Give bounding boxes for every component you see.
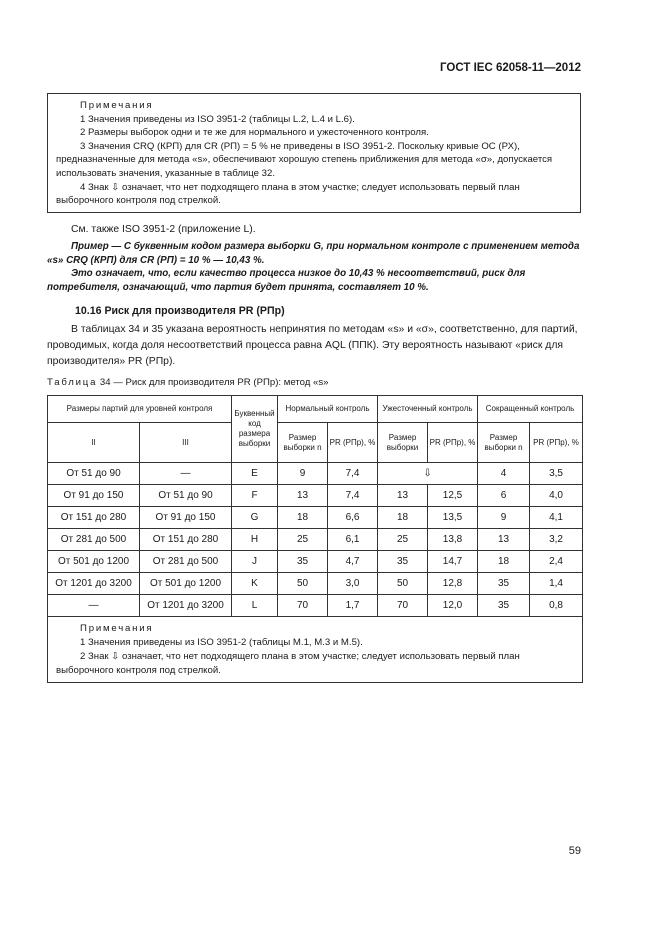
table-cell: 6: [478, 485, 530, 507]
table-cell: E: [232, 463, 278, 485]
header-sample-size-tightened: Размер выборки: [378, 423, 428, 463]
table-cell: 13: [278, 485, 328, 507]
page-number: 59: [568, 845, 581, 857]
table-cell: 13,8: [428, 529, 478, 551]
table-cell: От 91 до 150: [140, 507, 232, 529]
table-cell: 35: [478, 595, 530, 617]
table-cell: 12,8: [428, 573, 478, 595]
table-cell: 25: [378, 529, 428, 551]
table-caption: [47, 377, 329, 388]
table-note-item: 2 Знак ⇩ означает, что нет подходящего плана в этом участке; следует использовать первый план выборочного контроля под стрелкой.: [56, 651, 520, 676]
table-cell: 1,7: [328, 595, 378, 617]
notes-box: [47, 93, 581, 213]
table-cell: 6,1: [328, 529, 378, 551]
table-cell: От 281 до 500: [140, 551, 232, 573]
header-normal-control: Нормальный контроль: [278, 396, 378, 423]
header-pr-reduced: PR (РПр), %: [530, 423, 583, 463]
table-cell: 4,7: [328, 551, 378, 573]
table-cell: 7,4: [328, 485, 378, 507]
see-also-block: [47, 222, 581, 238]
table-cell: 12,0: [428, 595, 478, 617]
header-reduced-control: Сокращенный контроль: [478, 396, 583, 423]
table-cell: H: [232, 529, 278, 551]
header-level-3: III: [140, 423, 232, 463]
example-line-1: Пример — С буквенным кодом размера выборки G, при нормальном контроле с применением метода «s» CRQ (КРП) для CR (РП) = 10 % — 10,43 %.: [47, 241, 580, 266]
table-cell: От 1201 до 3200: [48, 573, 140, 595]
note-item: 4 Знак ⇩ означает, что нет подходящего плана в этом участке; следует использовать первый план выборочного контроля под стрелкой.: [56, 181, 520, 207]
table-cell: 3,0: [328, 573, 378, 595]
table-cell: От 501 до 1200: [140, 573, 232, 595]
table-row: [48, 463, 583, 485]
table-cell: L: [232, 595, 278, 617]
document-header: ГОСТ IEC 62058-11—2012: [440, 62, 581, 74]
table-cell: 25: [278, 529, 328, 551]
table-cell: 2,4: [530, 551, 583, 573]
table-cell: 6,6: [328, 507, 378, 529]
see-also-text: См. также ISO 3951-2 (приложение L).: [71, 224, 256, 235]
table-row: [48, 551, 583, 573]
table-cell: 3,5: [530, 463, 583, 485]
table-row: [48, 529, 583, 551]
note-item: 2 Размеры выборок одни и те же для нормального и ужесточенного контроля.: [80, 127, 429, 139]
table-cell: —: [140, 463, 232, 485]
table-cell: 14,7: [428, 551, 478, 573]
header-sample-size-reduced: Размер выборки n: [478, 423, 530, 463]
table-cell: 35: [378, 551, 428, 573]
table-cell: 50: [378, 573, 428, 595]
table-cell: K: [232, 573, 278, 595]
table-cell: От 151 до 280: [140, 529, 232, 551]
header-pr-tightened: PR (РПр), %: [428, 423, 478, 463]
header-pr-normal: PR (РПр), %: [328, 423, 378, 463]
arrow-down-icon: ⇩: [378, 463, 478, 485]
notes-heading: Примечания: [80, 100, 154, 111]
table-cell: —: [48, 595, 140, 617]
table-cell: 18: [478, 551, 530, 573]
table-notes-heading: Примечания: [80, 623, 154, 634]
table-cell: От 501 до 1200: [48, 551, 140, 573]
table-cell: 13: [478, 529, 530, 551]
table-row: [48, 595, 583, 617]
table-row: [48, 507, 583, 529]
example-line-2: Это означает, что, если качество процесса низкое до 10,43 % несоответствий, риск для потребителя, означающий, что партия будет принята, составляет 10 %.: [47, 268, 526, 293]
table-cell: 4: [478, 463, 530, 485]
note-item: 1 Значения приведены из ISO 3951-2 (таблицы L.2, L.4 и L.6).: [80, 113, 355, 125]
table-cell: 18: [378, 507, 428, 529]
table-cell: 9: [278, 463, 328, 485]
table-cell: 4,1: [530, 507, 583, 529]
table-cell: 50: [278, 573, 328, 595]
note-item: 3 Значения CRQ (КРП) для CR (РП) = 5 % не приведены в ISO 3951-2. Поскольку кривые ОС (РХ), предназначенные для метода «s», обеспечивают хорошую степень приближения для метода «σ», допускается использовать значения, указанные в таблице 32.: [56, 140, 553, 179]
table-cell: 9: [478, 507, 530, 529]
header-sample-size-normal: Размер выборки n: [278, 423, 328, 463]
table-cell: 1,4: [530, 573, 583, 595]
section-text: В таблицах 34 и 35 указана вероятность непринятия по методам «s» и «σ», соответственно, для партий, проводимых, когда доля несоответствий процесса равна AQL (ППК). Эту вероятность называют «риск для производителя» PR (РПр).: [47, 324, 578, 367]
table-notes: [48, 617, 583, 683]
table-cell: От 1201 до 3200: [140, 595, 232, 617]
header-lot-sizes: Размеры партий для уровней контроля: [48, 396, 232, 423]
table-cell: 18: [278, 507, 328, 529]
table-cell: 70: [378, 595, 428, 617]
table-cell: 13: [378, 485, 428, 507]
table-cell: 4,0: [530, 485, 583, 507]
table-34: [47, 395, 583, 683]
table-cell: J: [232, 551, 278, 573]
header-tightened-control: Ужесточенный контроль: [378, 396, 478, 423]
table-cell: 3,2: [530, 529, 583, 551]
table-cell: 35: [478, 573, 530, 595]
table-cell: 70: [278, 595, 328, 617]
table-row: [48, 573, 583, 595]
table-cell: 35: [278, 551, 328, 573]
table-cell: 7,4: [328, 463, 378, 485]
section-text-block: [47, 322, 581, 370]
table-caption-prefix: Таблица: [47, 377, 98, 388]
table-cell: От 91 до 150: [48, 485, 140, 507]
section-title: 10.16 Риск для производителя PR (РПр): [75, 305, 285, 317]
table-cell: От 151 до 280: [48, 507, 140, 529]
table-cell: 12,5: [428, 485, 478, 507]
table-note-item: 1 Значения приведены из ISO 3951-2 (таблицы M.1, M.3 и M.5).: [80, 637, 363, 648]
table-cell: 0,8: [530, 595, 583, 617]
table-cell: G: [232, 507, 278, 529]
header-letter-code: Буквенный код размера выборки: [232, 396, 278, 463]
table-cell: От 51 до 90: [48, 463, 140, 485]
table-cell: 13,5: [428, 507, 478, 529]
example-block: [47, 240, 581, 294]
header-level-2: II: [48, 423, 140, 463]
table-cell: F: [232, 485, 278, 507]
table-cell: От 51 до 90: [140, 485, 232, 507]
table-row: [48, 485, 583, 507]
table-cell: От 281 до 500: [48, 529, 140, 551]
table-caption-rest: 34 — Риск для производителя PR (РПр): метод «s»: [97, 377, 329, 388]
